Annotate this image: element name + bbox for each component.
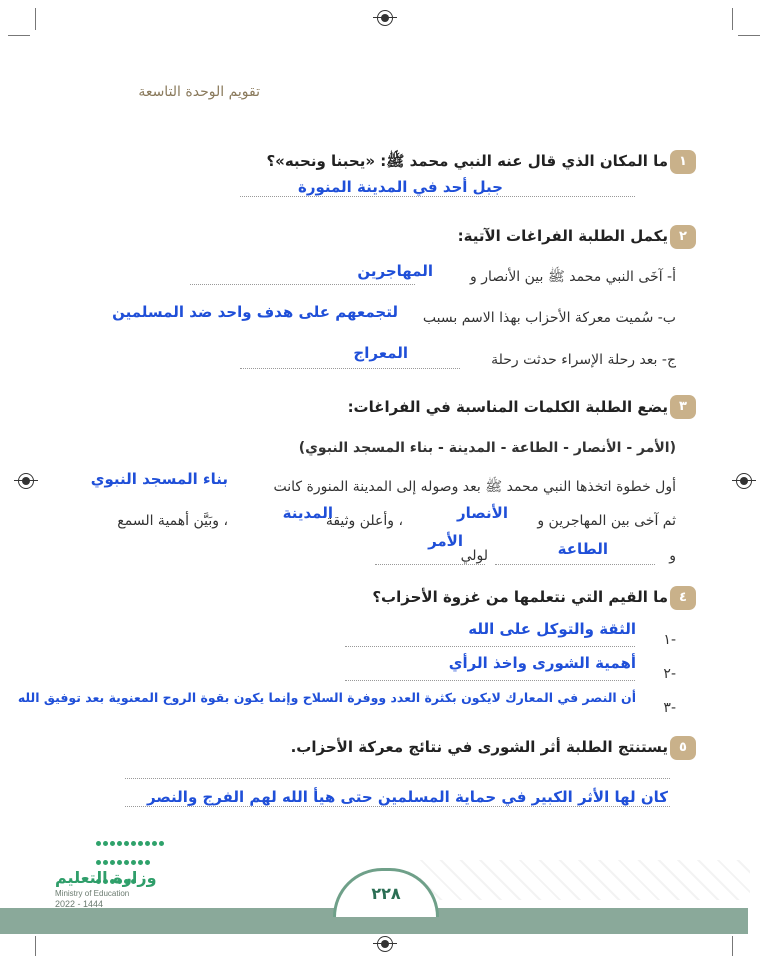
question-number: ٤ [670, 586, 696, 610]
answer-line [190, 284, 415, 285]
question-4-answer-1: الثقة والتوكل على الله [468, 620, 636, 638]
list-item-label: -٢ [663, 666, 676, 682]
question-3-line-2b: ، وأعلن وثيقة [325, 513, 403, 529]
edition-year: 2022 - 1444 [55, 899, 104, 909]
registration-mark-icon [377, 936, 393, 952]
question-4-text: ما القيم التي نتعلمها من غزوة الأحزاب؟ [372, 588, 668, 606]
answer-line [125, 806, 670, 807]
question-4-answer-3: أن النصر في المعارك لايكون بكثرة العدد ووفرة السلاح وإنما يكون بقوة الروح المعنوية بعد توفيق الله [17, 690, 636, 705]
crop-mark [738, 35, 760, 36]
question-number: ٥ [670, 736, 696, 760]
question-number: ١ [670, 150, 696, 174]
registration-mark-icon [18, 473, 34, 489]
question-number: ٢ [670, 225, 696, 249]
ministry-name-arabic: وزارة التعليم [55, 868, 157, 887]
question-2c-text: ج- بعد رحلة الإسراء حدثت رحلة [491, 352, 676, 368]
question-2-text: يكمل الطلبة الفراغات الآتية: [457, 227, 668, 245]
question-3-answer-5: الأمر [428, 532, 463, 550]
answer-line [375, 564, 485, 565]
list-item-label: -١ [663, 632, 676, 648]
answer-line [345, 680, 635, 681]
question-number: ٣ [670, 395, 696, 419]
crop-mark [35, 936, 36, 956]
question-3-text: يضع الطلبة الكلمات المناسبة في الفراغات: [347, 398, 668, 416]
ministry-name-english: Ministry of Education [55, 889, 130, 898]
question-3-answer-2: الأنصار [457, 504, 508, 522]
decorative-pattern [420, 860, 750, 900]
question-3-answer-1: بناء المسجد النبوي [90, 470, 228, 488]
crop-mark [732, 8, 733, 30]
answer-line [495, 564, 655, 565]
word-bank: (الأمر - الأنصار - الطاعة - المدينة - بناء المسجد النبوي) [298, 440, 676, 456]
question-3-line-2c: ، وبَيَّن أهمية السمع [117, 513, 228, 529]
question-2b-text: ب- سُميت معركة الأحزاب بهذا الاسم بسبب [422, 310, 676, 326]
question-3-line-3b: لولي [460, 548, 488, 564]
question-1-text: ما المكان الذي قال عنه النبي محمد ﷺ: «يحبنا ونحبه»؟ [266, 152, 668, 170]
list-item-label: -٣ [663, 700, 676, 716]
question-2a-text: أ- آخَى النبي محمد ﷺ بين الأنصار و [470, 269, 676, 285]
page-number: ٢٢٨ [333, 868, 439, 917]
question-3-answer-4: الطاعة [557, 540, 608, 558]
question-2a-answer: المهاجرين [357, 262, 433, 280]
registration-mark-icon [377, 10, 393, 26]
question-3-line-3a: و [669, 548, 676, 564]
answer-line [345, 646, 635, 647]
crop-mark [35, 8, 36, 30]
answer-line [240, 368, 460, 369]
question-5-text: يستنتج الطلبة أثر الشورى في نتائج معركة الأحزاب. [290, 738, 668, 756]
question-5-answer: كان لها الأثر الكبير في حماية المسلمين حتى هيأ الله لهم الفرج والنصر [146, 788, 668, 806]
question-3-line-1: أول خطوة اتخذها النبي محمد ﷺ بعد وصوله إلى المدينة المنورة كانت [273, 479, 676, 495]
question-3-answer-3: المدينة [282, 504, 333, 522]
registration-mark-icon [736, 473, 752, 489]
crop-mark [732, 936, 733, 956]
question-2b-answer: لتجمعهم على هدف واحد ضد المسلمين [112, 303, 398, 321]
question-2c-answer: المعراج [353, 344, 408, 362]
unit-title: تقويم الوحدة التاسعة [138, 84, 260, 100]
question-3-line-2a: ثم آخى بين المهاجرين و [537, 513, 676, 529]
question-4-answer-2: أهمية الشورى واخذ الرأي [448, 654, 636, 672]
answer-line [240, 196, 635, 197]
answer-line [125, 778, 670, 779]
question-1-answer: جبل أحد في المدينة المنورة [297, 178, 503, 196]
crop-mark [8, 35, 30, 36]
